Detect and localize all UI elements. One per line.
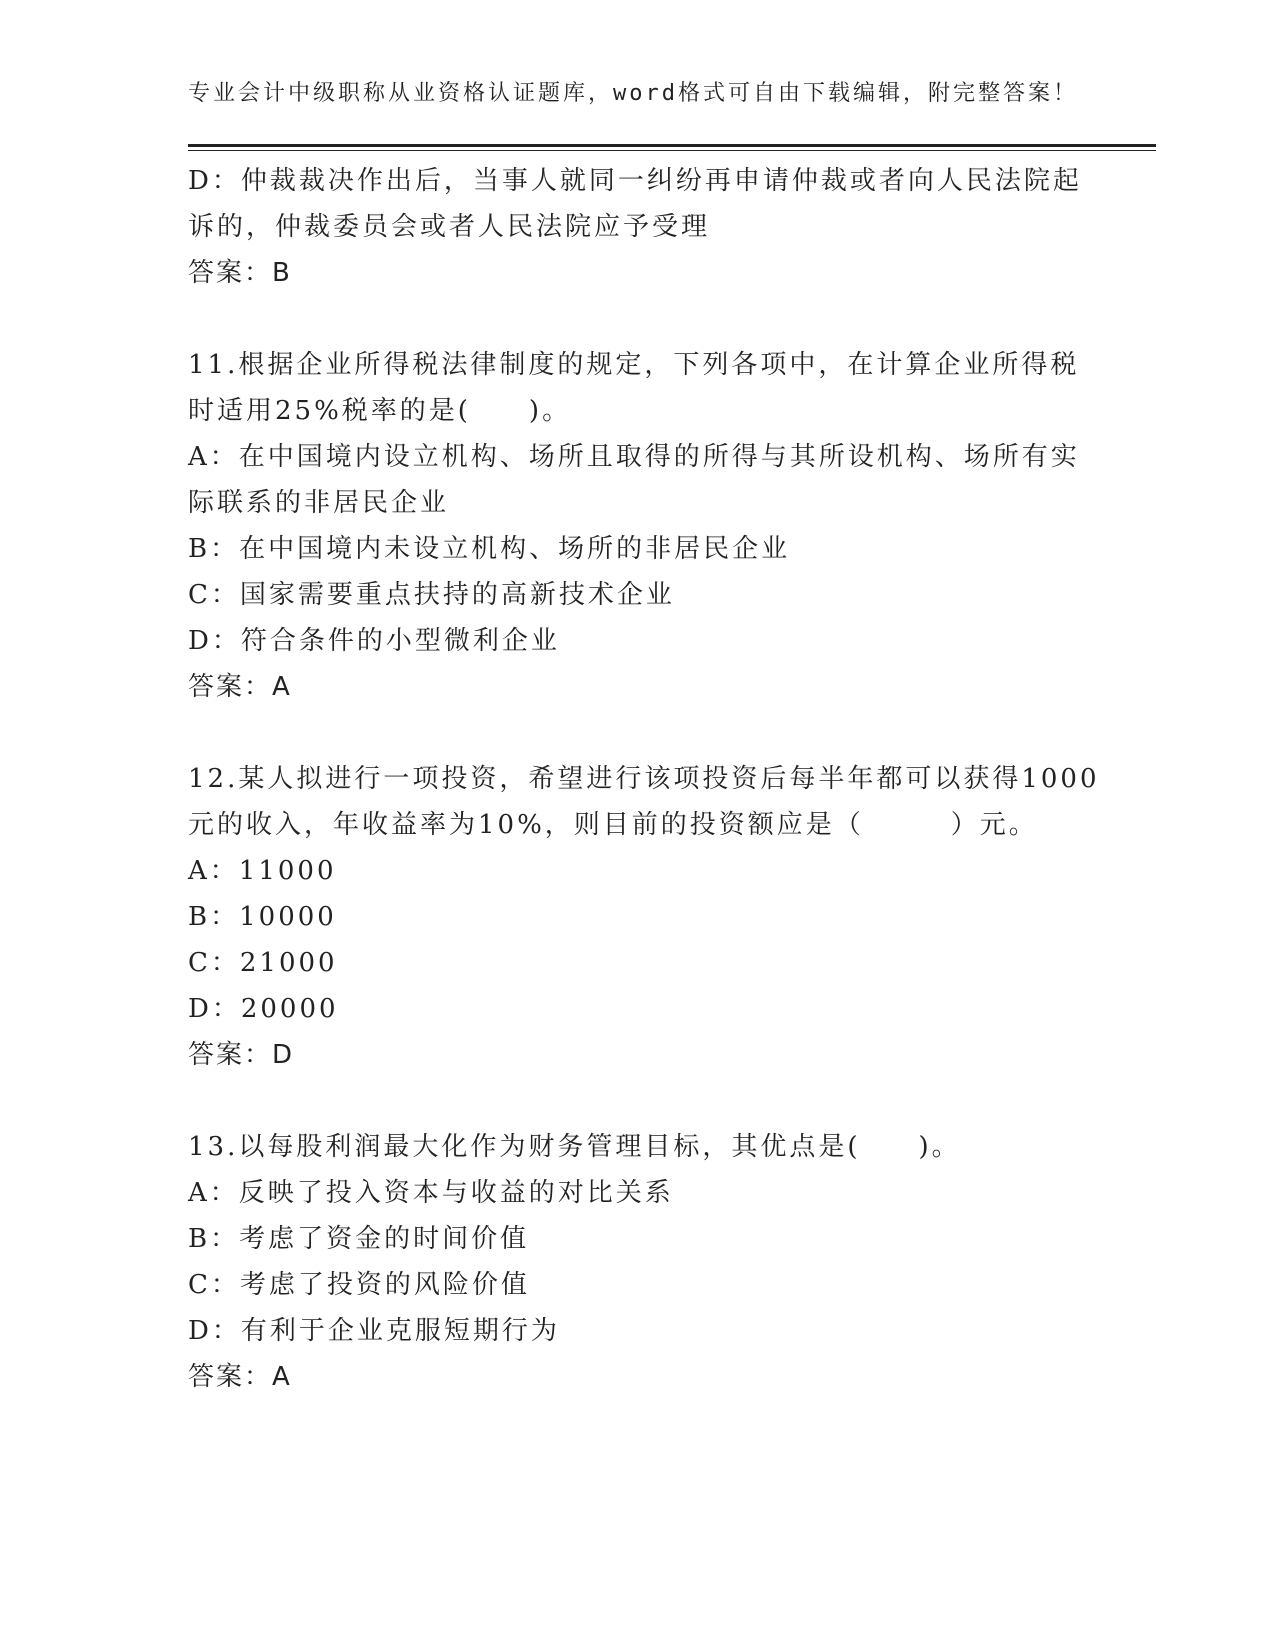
answer-label: 答案：A bbox=[188, 1362, 292, 1392]
option-a: A：反映了投入资本与收益的对比关系 bbox=[188, 1178, 674, 1208]
option-c: C：21000 bbox=[188, 948, 338, 978]
question-list bbox=[188, 158, 1100, 1400]
question-block-11 bbox=[188, 342, 1088, 710]
answer-label: 答案：D bbox=[188, 1040, 295, 1070]
option-b: B：10000 bbox=[188, 902, 337, 932]
option-a: A：11000 bbox=[188, 856, 337, 886]
question-block-13 bbox=[188, 1124, 1088, 1400]
header-rule-thick bbox=[188, 144, 1156, 147]
question-text-line-1: 11.根据企业所得税法律制度的规定，下列各项中，在计算企业所得税 bbox=[188, 350, 1080, 380]
option-d: D：有利于企业克服短期行为 bbox=[188, 1316, 560, 1346]
block-spacer bbox=[188, 296, 1088, 342]
question-text-line-1: 13.以每股利润最大化作为财务管理目标，其优点是( )。 bbox=[188, 1132, 961, 1162]
option-b: B：考虑了资金的时间价值 bbox=[188, 1224, 530, 1254]
page-header: 专业会计中级职称从业资格认证题库，word格式可自由下载编辑，附完整答案！ bbox=[188, 81, 1078, 106]
answer-label: 答案：B bbox=[188, 258, 292, 288]
question-text-line-1: 12.某人拟进行一项投资，希望进行该项投资后每半年都可以获得1000 bbox=[188, 764, 1100, 794]
header-rule-thin bbox=[188, 150, 1156, 151]
option-a-line-1: A：在中国境内设立机构、场所且取得的所得与其所设机构、场所有实 bbox=[188, 442, 1080, 472]
block-spacer bbox=[188, 1078, 1088, 1124]
option-b: B：在中国境内未设立机构、场所的非居民企业 bbox=[188, 534, 791, 564]
question-block-10 bbox=[188, 158, 1088, 296]
question-text-line-2: 元的收入，年收益率为10%，则目前的投资额应是（ ）元。 bbox=[188, 810, 1038, 840]
option-c: C：考虑了投资的风险价值 bbox=[188, 1270, 530, 1300]
question-block-12 bbox=[188, 756, 1100, 1078]
option-d-line-2: 诉的，仲裁委员会或者人民法院应予受理 bbox=[188, 212, 711, 242]
option-d: D：符合条件的小型微利企业 bbox=[188, 626, 560, 656]
answer-label: 答案：A bbox=[188, 672, 292, 702]
question-text-line-2: 时适用25%税率的是( )。 bbox=[188, 396, 572, 426]
option-a-line-2: 际联系的非居民企业 bbox=[188, 488, 450, 518]
option-d-line-1: D：仲裁裁决作出后，当事人就同一纠纷再申请仲裁或者向人民法院起 bbox=[188, 166, 1082, 196]
option-d: D：20000 bbox=[188, 994, 339, 1024]
option-c: C：国家需要重点扶持的高新技术企业 bbox=[188, 580, 675, 610]
block-spacer bbox=[188, 710, 1088, 756]
